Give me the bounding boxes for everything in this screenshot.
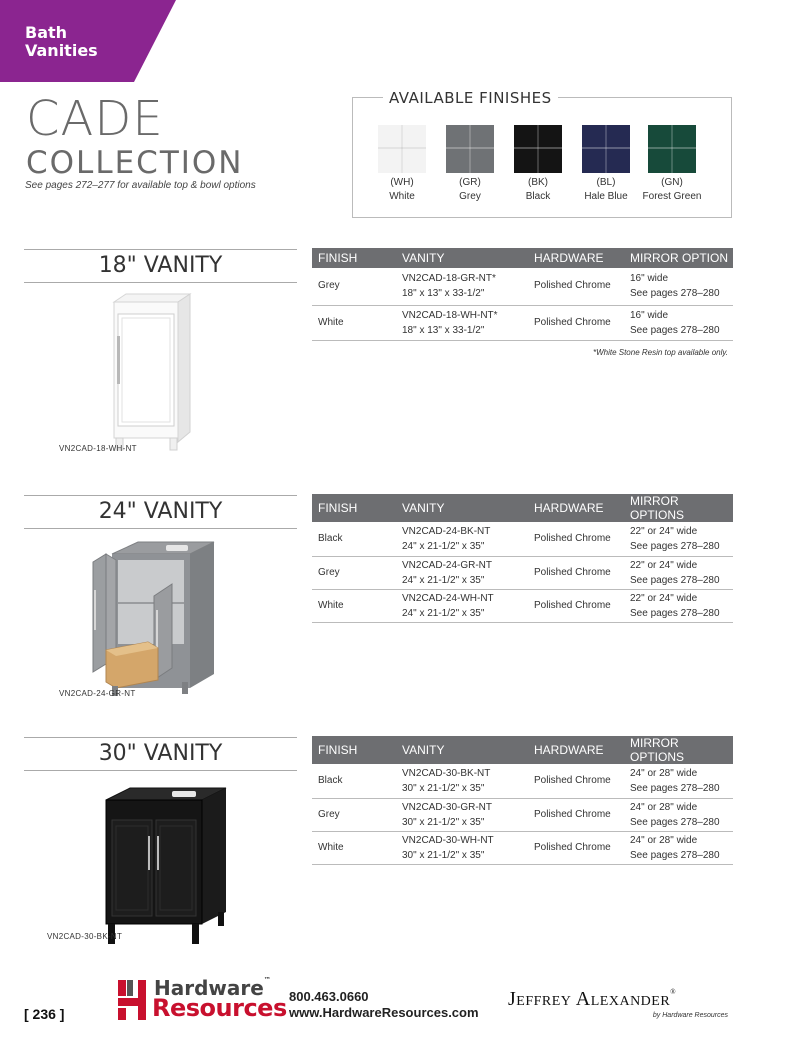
- col-header-finish: FINISH: [312, 494, 396, 522]
- cell-finish: Grey: [312, 798, 396, 831]
- table-header-row: [312, 494, 733, 522]
- cell-finish: Grey: [312, 268, 396, 305]
- col-header-mirror: MIRROR OPTION: [624, 248, 733, 268]
- mirror-pages: See pages 278–280: [630, 816, 720, 828]
- col-header-mirror: MIRROR OPTIONS: [624, 494, 733, 522]
- cell-vanity: [396, 556, 528, 589]
- cell-mirror: [624, 764, 733, 798]
- vanity-24-image-label: VN2CAD-24-GR-NT: [59, 689, 136, 698]
- vanity-24-image: [92, 540, 222, 698]
- finishes-panel: [352, 89, 732, 218]
- cell-finish: Black: [312, 522, 396, 556]
- vanity-30-spec-table: [312, 736, 733, 865]
- vanity-code: VN2CAD-24-GR-NT: [402, 559, 493, 571]
- mirror-size: 24" or 28" wide: [630, 767, 698, 779]
- col-header-vanity: VANITY: [396, 736, 528, 764]
- mirror-size: 22" or 24" wide: [630, 525, 698, 537]
- cell-vanity: [396, 305, 528, 340]
- finish-code: (WH): [390, 177, 414, 188]
- vanity-code: VN2CAD-18-GR-NT*: [402, 273, 496, 285]
- vanity-30-image-label: VN2CAD-30-BK-NT: [47, 932, 123, 941]
- finish-label-black: [503, 176, 573, 204]
- cell-hardware: Polished Chrome: [528, 556, 624, 589]
- col-header-hardware: HARDWARE: [528, 736, 624, 764]
- finishes-title: AVAILABLE FINISHES: [383, 89, 558, 107]
- cell-finish: White: [312, 589, 396, 622]
- cell-finish: Grey: [312, 556, 396, 589]
- vanity-24-title: 24" VANITY: [24, 495, 297, 529]
- mirror-pages: See pages 278–280: [630, 849, 720, 861]
- vanity-code: VN2CAD-30-BK-NT: [402, 767, 491, 779]
- cell-hardware: Polished Chrome: [528, 305, 624, 340]
- finish-label-forest-green: [637, 176, 707, 204]
- table-row: [312, 589, 733, 622]
- mirror-pages: See pages 278–280: [630, 574, 720, 586]
- mirror-size: 16" wide: [630, 273, 669, 285]
- mirror-pages: See pages 278–280: [630, 540, 720, 552]
- section-tab-line1: Bath: [25, 23, 68, 42]
- vanity-18-image-label: VN2CAD-18-WH-NT: [59, 444, 137, 453]
- vanity-18-spec-table: [312, 248, 733, 341]
- cell-vanity: [396, 798, 528, 831]
- cell-mirror: [624, 556, 733, 589]
- finish-swatch-white: [378, 125, 426, 173]
- table-row: [312, 556, 733, 589]
- finish-label-white: [367, 176, 437, 204]
- mirror-pages: See pages 278–280: [630, 324, 720, 336]
- cell-mirror: [624, 798, 733, 831]
- hardware-resources-word2: Resources: [152, 994, 287, 1022]
- mirror-size: 22" or 24" wide: [630, 592, 698, 604]
- vanity-18-title: 18" VANITY: [24, 249, 297, 283]
- col-header-hardware: HARDWARE: [528, 248, 624, 268]
- vanity-size: 24" x 21-1/2" x 35": [402, 607, 485, 619]
- finish-name: Black: [525, 191, 551, 202]
- col-header-hardware: HARDWARE: [528, 494, 624, 522]
- section-tab-label: [25, 24, 98, 60]
- finish-code: (GR): [459, 177, 481, 188]
- vanity-size: 30" x 21-1/2" x 35": [402, 782, 485, 794]
- page-number: [ 236 ]: [24, 1006, 65, 1022]
- cell-vanity: [396, 831, 528, 864]
- vanity-18-footnote: *White Stone Resin top available only.: [592, 348, 728, 357]
- table-row: [312, 831, 733, 864]
- vanity-size: 18" x 13" x 33-1/2": [402, 288, 485, 300]
- finish-code: (BL): [596, 177, 616, 188]
- table-header-row: [312, 736, 733, 764]
- cell-hardware: Polished Chrome: [528, 589, 624, 622]
- brand-name: Jeffrey Alexander: [508, 988, 671, 1010]
- col-header-mirror: MIRROR OPTIONS: [624, 736, 733, 764]
- collection-note: See pages 272–277 for available top & bowl options: [25, 180, 256, 191]
- mirror-size: 16" wide: [630, 309, 669, 321]
- mirror-size: 22" or 24" wide: [630, 559, 698, 571]
- table-row: [312, 798, 733, 831]
- cell-vanity: [396, 268, 528, 305]
- finish-swatch-forest-green: [648, 125, 696, 173]
- collection-subtitle: COLLECTION: [26, 145, 244, 181]
- collection-title: [26, 92, 244, 180]
- table-row: [312, 268, 733, 305]
- vanity-size: 24" x 21-1/2" x 35": [402, 574, 485, 586]
- mirror-pages: See pages 278–280: [630, 288, 720, 300]
- cell-mirror: [624, 522, 733, 556]
- vanity-30-image: [100, 786, 230, 946]
- mirror-size: 24" or 28" wide: [630, 801, 698, 813]
- vanity-size: 24" x 21-1/2" x 35": [402, 540, 485, 552]
- vanity-size: 18" x 13" x 33-1/2": [402, 324, 485, 336]
- table-header-row: [312, 248, 733, 268]
- collection-name: CADE: [26, 91, 164, 147]
- brand-word: Hardware: [154, 976, 264, 1000]
- col-header-finish: FINISH: [312, 248, 396, 268]
- jeffrey-alexander-logo: [508, 988, 732, 1024]
- mirror-pages: See pages 278–280: [630, 782, 720, 794]
- finish-code: (BK): [528, 177, 548, 188]
- finish-label-grey: [435, 176, 505, 204]
- table-row: [312, 764, 733, 798]
- trademark: ™: [263, 976, 271, 984]
- finish-name: Forest Green: [642, 191, 702, 202]
- vanity-18-image: [104, 292, 196, 452]
- mirror-size: 24" or 28" wide: [630, 834, 698, 846]
- vanity-code: VN2CAD-24-WH-NT: [402, 592, 494, 604]
- vanity-code: VN2CAD-30-GR-NT: [402, 801, 493, 813]
- table-row: [312, 522, 733, 556]
- vanity-code: VN2CAD-18-WH-NT*: [402, 309, 498, 321]
- cell-finish: Black: [312, 764, 396, 798]
- cell-vanity: [396, 764, 528, 798]
- cell-hardware: Polished Chrome: [528, 268, 624, 305]
- cell-hardware: Polished Chrome: [528, 798, 624, 831]
- vanity-size: 30" x 21-1/2" x 35": [402, 816, 485, 828]
- finish-name: White: [389, 191, 415, 202]
- cell-mirror: [624, 831, 733, 864]
- finish-swatch-grey: [446, 125, 494, 173]
- table-row: [312, 305, 733, 340]
- cell-mirror: [624, 589, 733, 622]
- cell-hardware: Polished Chrome: [528, 522, 624, 556]
- contact-info: [289, 989, 479, 1021]
- finish-name: Grey: [459, 191, 481, 202]
- vanity-code: VN2CAD-24-BK-NT: [402, 525, 491, 537]
- section-tab: [0, 0, 176, 82]
- cell-mirror: [624, 305, 733, 340]
- vanity-code: VN2CAD-30-WH-NT: [402, 834, 494, 846]
- finish-code: (GN): [661, 177, 683, 188]
- cell-hardware: Polished Chrome: [528, 764, 624, 798]
- cell-vanity: [396, 589, 528, 622]
- cell-mirror: [624, 268, 733, 305]
- jeffrey-alexander-byline: by Hardware Resources: [652, 1012, 728, 1019]
- cell-finish: White: [312, 305, 396, 340]
- finish-swatch-hale-blue: [582, 125, 630, 173]
- cell-vanity: [396, 522, 528, 556]
- cell-finish: White: [312, 831, 396, 864]
- hardware-resources-mark-icon: [116, 978, 150, 1022]
- finish-label-hale-blue: [571, 176, 641, 204]
- mirror-pages: See pages 278–280: [630, 607, 720, 619]
- vanity-30-title: 30" VANITY: [24, 737, 297, 771]
- website-link[interactable]: www.HardwareResources.com: [289, 1005, 479, 1020]
- vanity-size: 30" x 21-1/2" x 35": [402, 849, 485, 861]
- cell-hardware: Polished Chrome: [528, 831, 624, 864]
- finish-name: Hale Blue: [584, 191, 628, 202]
- vanity-24-spec-table: [312, 494, 733, 623]
- jeffrey-alexander-wordmark: [508, 988, 676, 1011]
- col-header-vanity: VANITY: [396, 248, 528, 268]
- registered-mark: ®: [670, 988, 677, 996]
- phone-number: 800.463.0660: [289, 989, 369, 1004]
- section-tab-line2: Vanities: [25, 41, 98, 60]
- col-header-finish: FINISH: [312, 736, 396, 764]
- col-header-vanity: VANITY: [396, 494, 528, 522]
- finish-swatch-black: [514, 125, 562, 173]
- hardware-resources-logo: [116, 976, 287, 1022]
